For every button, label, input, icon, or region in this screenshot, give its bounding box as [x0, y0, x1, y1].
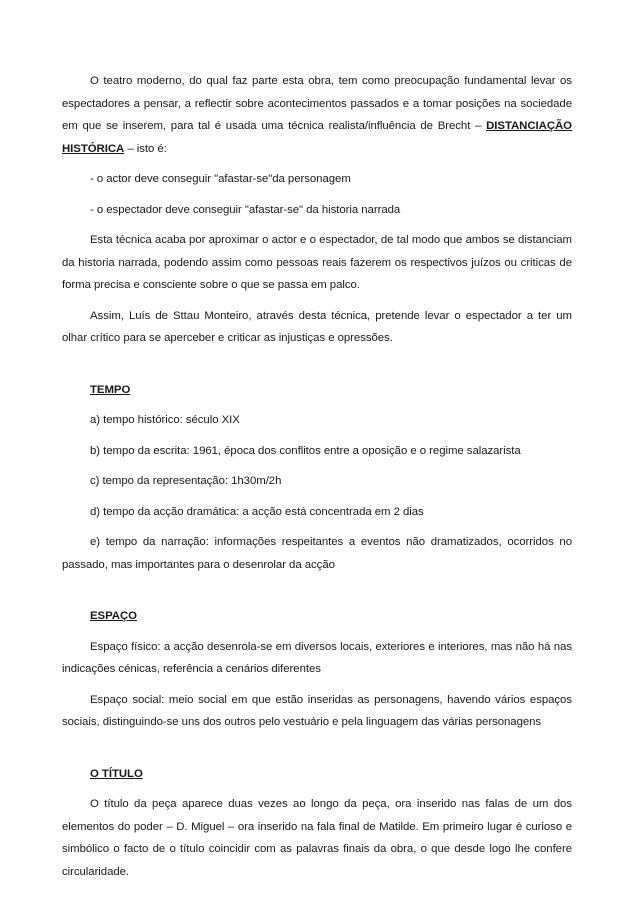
- espaco-heading: ESPAÇO: [90, 610, 137, 622]
- author-paragraph: Assim, Luís de Sttau Monteiro, através desta técnica, pretende levar o espectador a ter um olhar crítico para se aperceber e criticar as injustiças e opressões.: [62, 309, 572, 344]
- tempo-item: c) tempo da representação: 1h30m/2h: [90, 475, 282, 487]
- intro-text: O teatro moderno, do qual faz parte esta obra, tem como preocupação fundamental levar os espectadores a pensar, a reflectir sobre acontecimentos passados e a tomar posições na sociedade em que se inserem, para tal é usada uma técnica realista/influência de Brecht –: [62, 75, 572, 132]
- intro-paragraph: [62, 70, 572, 160]
- bullet-spectator: - o espectador deve conseguir "afastar-se" da historia narrada: [90, 203, 401, 216]
- tempo-heading: TEMPO: [90, 383, 131, 396]
- espaco-fisico-paragraph: Espaço físico: a acção desenrola-se em diversos locais, exteriores e interiores, mas não há nas indicações cénicas, referência a cenários diferentes: [62, 640, 572, 675]
- tempo-item: e) tempo da narração: informações respeitantes a eventos não dramatizados, ocorridos no passado, mas importantes para o desenrolar da acção: [62, 536, 572, 571]
- technique-paragraph: Esta técnica acaba por aproximar o actor e o espectador, de tal modo que ambos se distanciam da historia narrada, podendo assim como pessoas reais fazerem os respectivos juízos ou criticas de forma precisa e consciente sobre o que se passa em palco.: [62, 234, 572, 291]
- document-page: [62, 70, 572, 891]
- titulo-paragraph: O título da peça aparece duas vezes ao longo da peça, ora inserido nas falas de um dos elementos do poder – D. Miguel – ora inserido na fala final de Matilde. Em primeiro lugar é curioso e simbólico o facto de o título coincidir com as palavras finais da obra, o que desde logo lhe confere circularidade.: [62, 798, 572, 878]
- espaco-social-paragraph: Espaço social: meio social em que estão inseridas as personagens, havendo vários espaços sociais, distinguindo-se uns dos outros pelo vestuário e pela linguagem das várias personagens: [62, 693, 572, 728]
- intro-tail: – isto é:: [124, 142, 167, 155]
- tempo-item: d) tempo da acção dramática: a acção está concentrada em 2 dias: [90, 505, 424, 518]
- tempo-item: b) tempo da escrita: 1961, época dos conflitos entre a oposição e o regime salazarista: [90, 444, 521, 457]
- distanciacao-term: DISTANCIAÇÃO HISTÓRICA: [62, 120, 572, 155]
- bullet-actor: - o actor deve conseguir "afastar-se"da personagem: [90, 173, 351, 185]
- titulo-heading: O TÍTULO: [90, 767, 143, 780]
- tempo-item: a) tempo histórico: século XIX: [90, 414, 240, 426]
